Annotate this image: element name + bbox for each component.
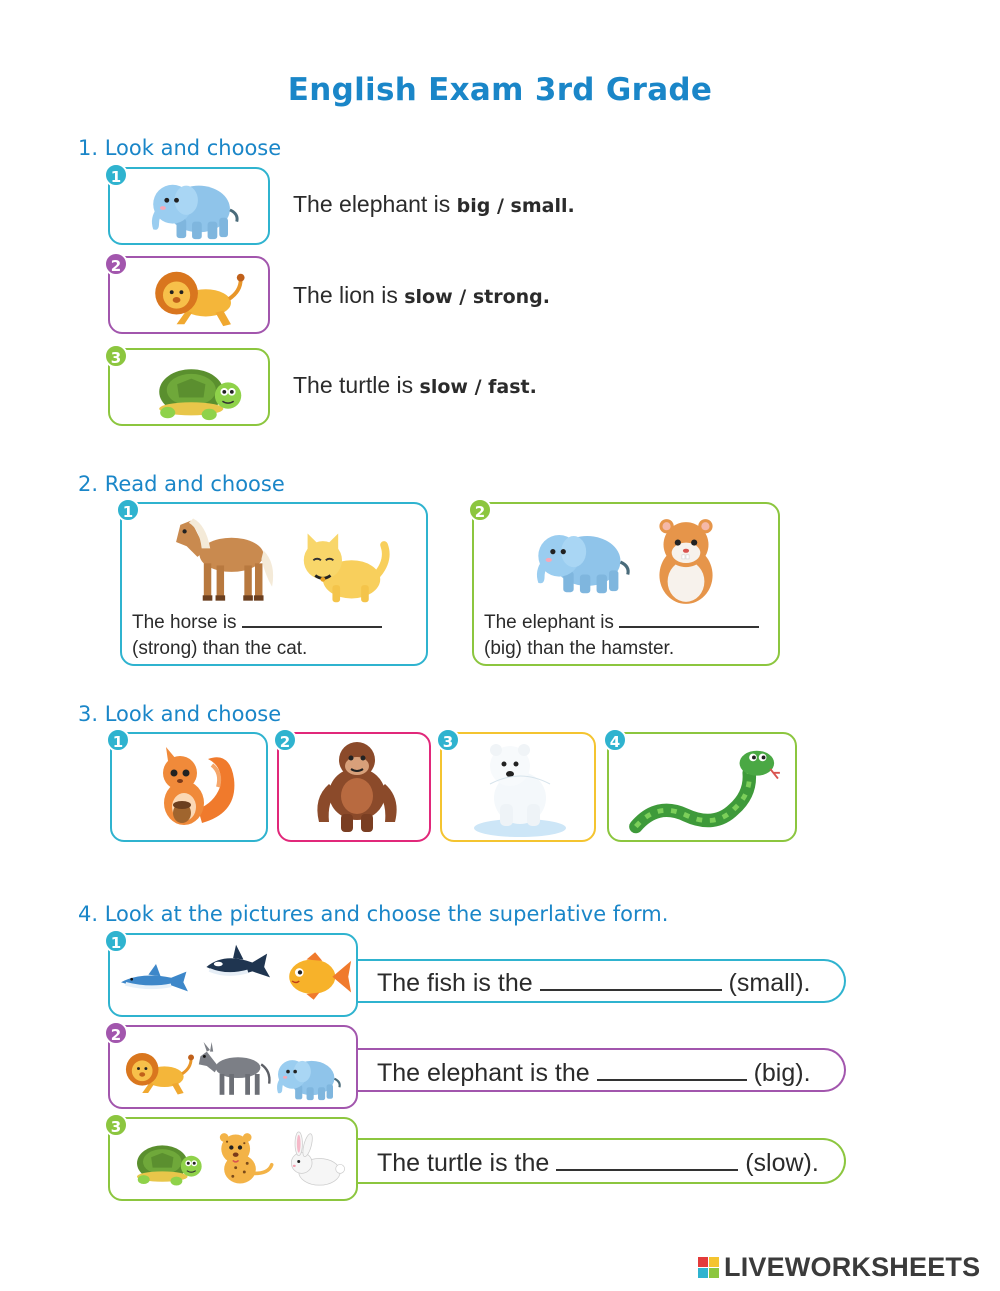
polar-bear-icon [470, 738, 570, 838]
s1-item-2-box [108, 256, 270, 334]
elephant-icon [144, 175, 244, 243]
s2-item-2-text [484, 610, 759, 662]
s1-item-1-box [108, 167, 270, 245]
s2-item-1-line2: (strong) than the cat. [132, 638, 308, 659]
lion-icon [120, 1047, 194, 1099]
s1-item-1-prefix: The elephant is [293, 191, 457, 217]
page-title: English Exam 3rd Grade [287, 72, 713, 108]
s3-item-2-number: 2 [273, 728, 297, 752]
snake-icon [623, 744, 787, 840]
s4-item-3-text [377, 1149, 819, 1178]
s4-item-2-number: 2 [104, 1021, 128, 1045]
s4-item-3-blank[interactable] [556, 1169, 738, 1171]
s2-item-2-line2: (big) than the hamster. [484, 638, 675, 659]
s2-item-2-box [472, 502, 780, 666]
s2-item-1-text [132, 610, 382, 662]
s1-item-2-sentence[interactable] [293, 282, 550, 309]
s1-item-1-sentence[interactable] [293, 191, 575, 218]
s4-item-1-box [108, 933, 358, 1017]
section-3-heading: 3. Look and choose [78, 702, 282, 726]
s4-item-2-prefix: The elephant is the [377, 1059, 590, 1087]
s4-item-2-blank[interactable] [597, 1079, 747, 1081]
rabbit-icon [278, 1129, 352, 1191]
shark-icon [118, 961, 194, 999]
s1-item-2-number: 2 [104, 252, 128, 276]
s1-item-3-sentence[interactable] [293, 372, 537, 399]
lion-icon [144, 264, 248, 332]
s1-item-3-number: 3 [104, 344, 128, 368]
s2-item-1-box [120, 502, 428, 666]
s4-item-1-text [377, 969, 810, 998]
s3-item-3-box[interactable] [440, 732, 596, 842]
section-1-heading: 1. Look and choose [78, 136, 282, 160]
gorilla-icon [307, 736, 407, 840]
s4-item-3-suffix: (slow). [745, 1149, 819, 1177]
s4-item-1-prefix: The fish is the [377, 969, 533, 997]
s1-item-3-box [108, 348, 270, 426]
fish-icon [282, 945, 354, 1007]
hamster-icon [650, 516, 722, 608]
s3-item-4-box[interactable] [607, 732, 797, 842]
elephant-icon [272, 1053, 344, 1103]
s2-item-1-number: 1 [116, 498, 140, 522]
s4-item-1-suffix: (small). [728, 969, 811, 997]
s3-item-4-number: 4 [603, 728, 627, 752]
s1-item-1-number: 1 [104, 163, 128, 187]
squirrel-icon [142, 740, 242, 836]
elephant-icon [530, 524, 634, 598]
cat-icon [292, 522, 392, 608]
s2-item-1-blank[interactable] [242, 626, 382, 628]
orca-icon [202, 941, 276, 987]
s4-item-3-prefix: The turtle is the [377, 1149, 550, 1177]
s3-item-3-number: 3 [436, 728, 460, 752]
s4-item-3-box [108, 1117, 358, 1201]
s4-item-3-number: 3 [104, 1113, 128, 1137]
liveworksheets-logo[interactable]: LIVEWORKSHEETS [724, 1252, 981, 1282]
liveworksheets-logo-icon [698, 1257, 720, 1279]
s1-item-1-options[interactable]: big / small. [456, 195, 575, 217]
s2-item-2-blank[interactable] [619, 626, 759, 628]
section-2-heading: 2. Read and choose [78, 472, 285, 496]
s3-item-1-number: 1 [106, 728, 130, 752]
s1-item-2-options[interactable]: slow / strong. [404, 286, 550, 308]
s2-item-2-number: 2 [468, 498, 492, 522]
horse-icon [164, 510, 282, 606]
section-4-heading: 4. Look at the pictures and choose the superlative form. [78, 902, 669, 926]
s4-item-2-box [108, 1025, 358, 1109]
s4-item-1-blank[interactable] [540, 989, 722, 991]
s1-item-3-prefix: The turtle is [293, 372, 420, 398]
s4-item-2-text [377, 1059, 811, 1088]
s1-item-2-prefix: The lion is [293, 282, 405, 308]
s3-item-1-box[interactable] [110, 732, 268, 842]
s3-item-2-box[interactable] [277, 732, 431, 842]
s1-item-3-options[interactable]: slow / fast. [419, 376, 537, 398]
cheetah-icon [204, 1123, 276, 1195]
s2-item-2-line1: The elephant is [484, 612, 614, 633]
s4-item-1-number: 1 [104, 929, 128, 953]
s4-item-2-suffix: (big). [753, 1059, 811, 1087]
turtle-icon [148, 356, 244, 422]
turtle-icon [128, 1135, 204, 1187]
donkey-icon [194, 1041, 274, 1099]
s2-item-1-line1: The horse is [132, 612, 237, 633]
